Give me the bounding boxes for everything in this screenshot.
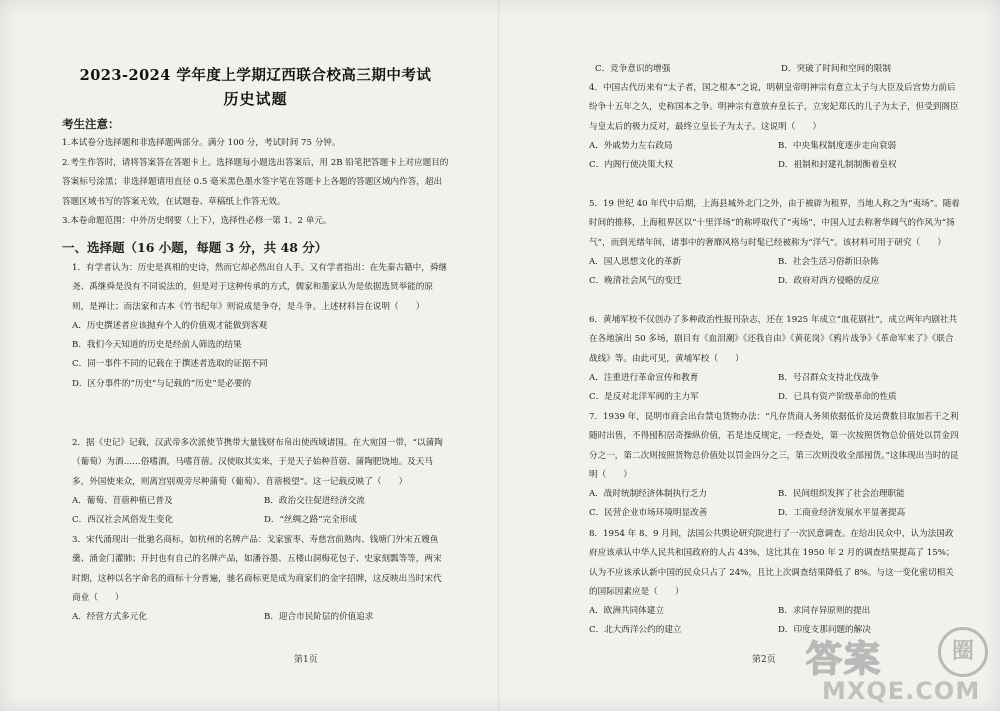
option-b[interactable]: B．求同存异原则的提出 bbox=[778, 606, 871, 617]
option-b[interactable]: B．民间组织发挥了社会治理职能 bbox=[778, 489, 905, 500]
notice-item: 3.本卷命题范围：中外历史纲要（上下），选择性必修一第 1、2 单元。 bbox=[62, 216, 332, 227]
question-3-continued bbox=[595, 60, 961, 79]
question-6 bbox=[589, 311, 961, 407]
option-list bbox=[595, 60, 961, 79]
question-stem: 1．有学者认为：历史是真相的史诗，然而它却必然出自人手。又有学者指出：在先秦古籍中，舜继尧、禹继舜是没有不同说法的，但是对于这种传承的方式，儒家和墨家认为是依据选贤举能的原则，是禅让；而法家和古本《竹书纪年》则说成是争夺，是斗争。上述材料旨在说明（ ） bbox=[72, 263, 448, 312]
option-a[interactable]: A．葡萄、苜蓿种植已普及 bbox=[72, 495, 173, 506]
option-b[interactable]: B．我们今天知道的历史是经前人筛选的结果 bbox=[72, 340, 242, 351]
option-c[interactable]: C．民营企业市场环境明显改善 bbox=[589, 508, 708, 519]
option-c[interactable]: C．晚清社会风气的变迁 bbox=[589, 276, 682, 287]
notice-heading: 考生注意： bbox=[62, 117, 120, 131]
option-d[interactable]: D．区分事件的“历史”与记载的“历史”是必要的 bbox=[72, 378, 252, 389]
option-a[interactable]: A．欧洲共同体建立 bbox=[589, 606, 664, 617]
option-a[interactable]: A．历史撰述者应该抛弃个人的价值观才能做到客观 bbox=[72, 320, 268, 331]
option-d[interactable]: D．突破了时间和空间的限制 bbox=[781, 64, 892, 74]
question-stem: 7．1939 年，昆明市商会出台禁屯货物办法：“凡存货商人务须依据低价及运费数目取加若干之利随时出售，不得囤积居奇操纵价值，若是违反规定，一经查处，第一次按照货物总价值处以罚金四分之一，第二次则按照货物总价值处以罚金四分之三，第三次则没收全部囤货。”这体现出当时的昆明（ ） bbox=[589, 412, 959, 480]
option-b[interactable]: B．政治交往促进经济交流 bbox=[264, 495, 365, 506]
question-3 bbox=[72, 531, 450, 627]
watermark-text: 答案 bbox=[806, 639, 883, 680]
page-fold bbox=[498, 0, 499, 711]
option-a[interactable]: A．国人思想文化的革新 bbox=[589, 256, 682, 267]
option-list bbox=[589, 369, 961, 408]
section-heading: 一、选择题（16 小题，每题 3 分，共 48 分） bbox=[62, 240, 328, 255]
question-stem: 2．据《史记》记载，汉武帝多次派使节携带大量钱财布帛出使西域诸国。在大宛国一带，“以蒲陶（葡萄）为酒……俗嗜酒，马嗜苜蓿。汉使取其实来，于是天子始种苜蓿、蒲陶肥饶地。及天马多，外国使来众，则离宫别观旁尽种蒲萄（葡萄）、苜蓿极望”。这一记载反映了（ ） bbox=[72, 438, 443, 487]
page-right bbox=[581, 0, 963, 711]
option-list bbox=[589, 485, 961, 524]
option-c[interactable]: C．北大西洋公约的建立 bbox=[589, 625, 682, 636]
notice-list bbox=[62, 134, 450, 232]
question-8 bbox=[589, 525, 961, 641]
option-b[interactable]: B．中央集权制度逐步走向衰弱 bbox=[778, 140, 897, 151]
option-c[interactable]: C．同一事件不同的记载在于撰述者选取的证据不同 bbox=[72, 359, 268, 370]
option-d[interactable]: D．“丝绸之路”完全形成 bbox=[264, 515, 358, 526]
option-d[interactable]: D．已具有资产阶级革命的性质 bbox=[778, 392, 897, 403]
exam-title: 2023-2024 学年度上学期辽西联合校高三期中考试 bbox=[79, 67, 432, 84]
question-stem: 3．宋代涌现出一批驰名商标，如杭州的名牌产品：戈家蜜枣、寿慈宫前熟肉、钱塘门外宋五嫂鱼羹、涌金门灌肺；开封也有自己的名牌产品，如潘谷墨、五楼山洞梅花包子、史家刻瓢等等，两宋时期，这种以名字命名的商标十分普遍，驰名商标更是成为商家们的金字招牌，这反映出当时宋代商业（ ） bbox=[72, 535, 442, 603]
watermark-domain: MXQE.COM bbox=[822, 677, 981, 705]
option-b[interactable]: B．迎合市民阶层的价值追求 bbox=[264, 612, 374, 623]
option-d[interactable]: D．工商业经济发展水平显著提高 bbox=[778, 508, 906, 519]
option-c[interactable]: C．西汉社会风俗发生变化 bbox=[72, 515, 174, 526]
option-b[interactable]: B．号召群众支持北伐战争 bbox=[778, 372, 879, 383]
option-a[interactable]: A．经营方式多元化 bbox=[72, 612, 147, 623]
option-a[interactable]: A．外戚势力左右政局 bbox=[589, 140, 673, 151]
page-left bbox=[58, 0, 453, 711]
question-stem: 5．19 世纪 40 年代中后期，上海县城外北门之外，由于被辟为租界，当地人称之为“夷场”。随着时间的推移，上海租界区以“十里洋场”的称呼取代了“夷场”，中国人过去称奢华阔气的作风为“扬气”，而到光绪年间，诸事中的奢靡风格与时髦已经被称为“洋气”。该材料可用于研究（ ） bbox=[589, 199, 960, 248]
option-list bbox=[72, 317, 450, 394]
exam-subtitle: 历史试题 bbox=[223, 90, 288, 108]
option-list bbox=[589, 137, 961, 176]
option-list bbox=[72, 608, 450, 627]
option-c[interactable]: C．竞争意识的增强 bbox=[595, 64, 671, 74]
option-d[interactable]: D．政府对西方侵略的反应 bbox=[778, 276, 880, 287]
option-d[interactable]: D．印度支那问题的解决 bbox=[778, 625, 871, 636]
question-7 bbox=[589, 408, 961, 524]
notice-item: 2.考生作答时，请将答案答在答题卡上。选择题每小题选出答案后，用 2B 铅笔把答题卡上对应题目的答案标号涂黑；非选择题请用直径 0.5 毫米黑色墨水签字笔在答题卡上各题的答题区域内作答，超出答题区域书写的答案无效，在试题卷、草稿纸上作答无效。 bbox=[62, 157, 449, 207]
question-4 bbox=[589, 79, 961, 175]
option-b[interactable]: B．社会生活习俗新旧杂陈 bbox=[778, 256, 879, 267]
watermark-badge-icon: 圈 bbox=[938, 627, 988, 677]
option-c[interactable]: C．是反对北洋军阀的主力军 bbox=[589, 392, 699, 403]
watermark-logo bbox=[784, 627, 994, 707]
question-stem: 4．中国古代历来有“太子者，国之根本”之说，明朝皇帝明神宗有意立太子与大臣及后宫势力前后纷争十五年之久，史称国本之争。明神宗有意放弃皇长子，立宠妃郑氏的儿子为太子，但受到阁臣与皇太后的极力反对，最终立皇长子为太子。这说明（ ） bbox=[589, 83, 959, 132]
question-5 bbox=[589, 195, 961, 291]
page-number-right: 第2页 bbox=[752, 655, 776, 665]
question-1 bbox=[72, 259, 450, 394]
page-number-left: 第1页 bbox=[294, 655, 318, 665]
option-a[interactable]: A．注重进行革命宣传和教育 bbox=[589, 372, 699, 383]
option-list bbox=[72, 492, 450, 531]
option-c[interactable]: C．内阁行使决策大权 bbox=[589, 160, 673, 171]
option-a[interactable]: A．战时统制经济体制执行乏力 bbox=[589, 489, 707, 500]
option-list bbox=[589, 253, 961, 292]
question-2 bbox=[72, 434, 450, 530]
question-stem: 8．1954 年 8、9 月间，法国公共舆论研究院进行了一次民意调查。在给出民众中，认为法国政府应该承认中华人民共和国政府的人占 43%，这比其在 1950 年 2 月的调查结果提高了 15%；认为不应该承认新中国的民众只占了 24%，且比上次调查结果降低了 8%。与这一变化密切相关的国际因素应是（ ） bbox=[589, 529, 955, 597]
notice-item: 1.本试卷分选择题和非选择题两部分。满分 100 分，考试时间 75 分钟。 bbox=[62, 138, 341, 148]
question-stem: 6．黄埔军校不仅创办了多种政治性报刊杂志，还在 1925 年成立“血花剧社”，成立两年内剧社共在各地演出 50 多场，剧目有《血泪潮》《还我自由》《黄花岗》《鸦片战争》《革命军来了》《联合战线》等。由此可见，黄埔军校（ ） bbox=[589, 315, 958, 364]
option-d[interactable]: D．祖制和封建礼制制衡着皇权 bbox=[778, 160, 897, 171]
